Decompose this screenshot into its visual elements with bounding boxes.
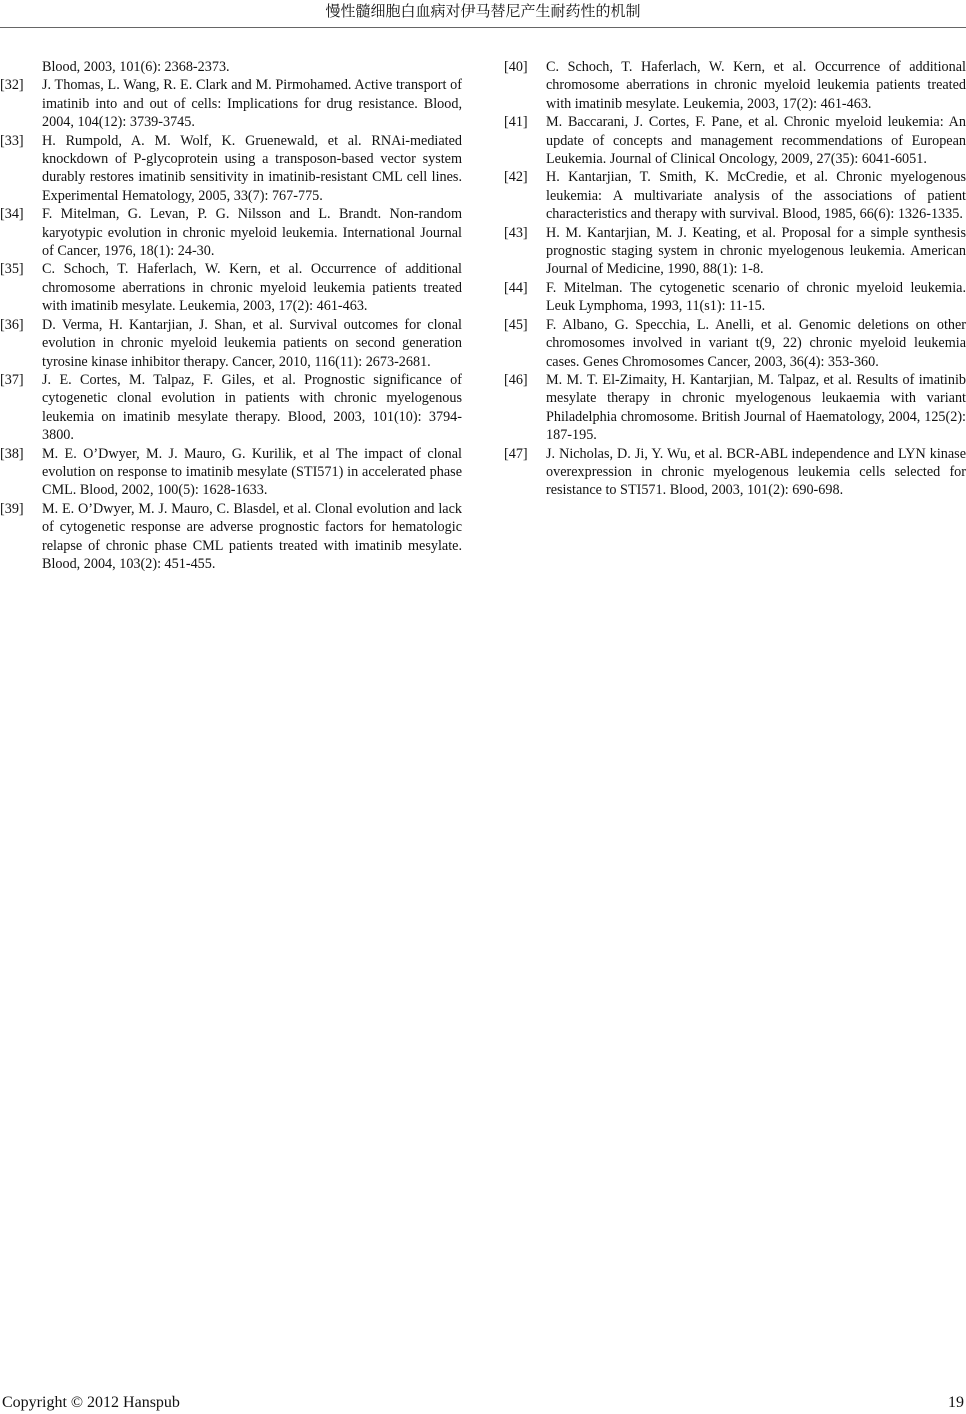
reference-continuation: Blood, 2003, 101(6): 2368-2373. <box>42 59 230 75</box>
reference-text: M. M. T. El-Zimaity, H. Kantarjian, M. Talpaz, et al. Results of imatinib mesylate therapy in chronic myelogenous leukaemia with variant Philadelphia chromosome. British Journal of Haematology, 2004, 125(2): 187-195. <box>546 371 966 444</box>
reference-item <box>504 58 966 113</box>
reference-number: [41] <box>504 114 528 131</box>
reference-number: [40] <box>504 59 528 75</box>
reference-number: [47] <box>504 445 528 462</box>
left-column <box>0 58 462 573</box>
right-column <box>504 58 966 500</box>
reference-text: H. Kantarjian, T. Smith, K. McCredie, et al. Chronic myelogenous leukemia: A multivariate analysis of the associations of patient characteristics and therapy with survival. Blood, 1985, 66(6): 1326-1335. <box>546 169 966 223</box>
reference-text: J. E. Cortes, M. Talpaz, F. Giles, et al. Prognostic significance of cytogenetic clonal evolution in patients with chronic myelogenous leukemia on imatinib mesylate therapy. Blood, 2003, 101(10): 3794-3800. <box>42 371 462 444</box>
reference-number: [37] <box>0 371 24 388</box>
reference-number: [39] <box>0 500 24 517</box>
reference-text: F. Albano, G. Specchia, L. Anelli, et al. Genomic deletions on other chromosomes involved in variant t(9, 22) chronic myeloid leukemia cases. Genes Chromosomes Cancer, 2003, 36(4): 353-360. <box>546 316 966 370</box>
running-header: 慢性髓细胞白血病对伊马替尼产生耐药性的机制 <box>325 4 641 20</box>
reference-item <box>504 224 966 279</box>
reference-item <box>0 445 462 500</box>
reference-item <box>504 316 966 371</box>
reference-number: [36] <box>0 316 24 333</box>
reference-number: [42] <box>504 169 528 186</box>
reference-text: H. Rumpold, A. M. Wolf, K. Gruenewald, et al. RNAi-mediated knockdown of P-glycoprotein using a transposon-based vector system durably restores imatinib sensitivity in imatinib-resistant CML cell lines. Experimental Hematology, 2005, 33(7): 767-775. <box>42 132 462 204</box>
reference-item <box>504 371 966 445</box>
reference-text: C. Schoch, T. Haferlach, W. Kern, et al. Occurrence of additional chromosome aberrations in chronic myeloid leukemia patients treated with imatinib mesylate. Leukemia, 2003, 17(2): 461-463. <box>42 261 462 315</box>
reference-item <box>504 279 966 316</box>
copyright-notice: Copyright © 2012 Hanspub <box>2 1394 180 1411</box>
reference-text: M. Baccarani, J. Cortes, F. Pane, et al. Chronic myeloid leukemia: An update of concepts and management recommendations of European Leukemia. Journal of Clinical Oncology, 2009, 27(35): 6041-6051. <box>546 114 966 168</box>
reference-text: F. Mitelman. The cytogenetic scenario of chronic myeloid leukemia. Leuk Lymphoma, 1993, 11(s1): 11-15. <box>546 279 966 315</box>
header-divider <box>0 27 966 28</box>
reference-text: J. Nicholas, D. Ji, Y. Wu, et al. BCR-ABL independence and LYN kinase overexpression in chronic myelogenous leukemia cells selected for resistance to STI571. Blood, 2003, 101(2): 690-698. <box>546 445 966 499</box>
reference-item <box>504 113 966 168</box>
reference-number: [32] <box>0 77 24 94</box>
page-number: 19 <box>948 1394 964 1411</box>
reference-item <box>0 76 462 131</box>
reference-item <box>0 260 462 315</box>
reference-text: F. Mitelman, G. Levan, P. G. Nilsson and L. Brandt. Non-random karyotypic evolution in chronic myeloid leukemia. International Journal of Cancer, 1976, 18(1): 24-30. <box>42 206 462 260</box>
reference-number: [34] <box>0 206 24 223</box>
reference-number: [43] <box>504 224 528 241</box>
reference-number: [38] <box>0 445 24 462</box>
reference-text: M. E. O’Dwyer, M. J. Mauro, G. Kurilik, et al The impact of clonal evolution on response to imatinib mesylate (STI571) in accelerated phase CML. Blood, 2002, 100(5): 1628-1633. <box>42 445 462 499</box>
reference-item <box>504 445 966 500</box>
reference-number: [45] <box>504 316 528 333</box>
reference-number: [33] <box>0 132 24 149</box>
reference-item <box>504 168 966 223</box>
reference-item <box>0 500 462 574</box>
reference-item <box>0 371 462 445</box>
reference-text: J. Thomas, L. Wang, R. E. Clark and M. Pirmohamed. Active transport of imatinib into and out of cells: Implications for drug resistance. Blood, 2004, 104(12): 3739-3745. <box>42 77 462 131</box>
reference-item <box>0 132 462 206</box>
reference-text: D. Verma, H. Kantarjian, J. Shan, et al. Survival outcomes for clonal evolution in chronic myeloid leukemia patients on second generation tyrosine kinase inhibitor therapy. Cancer, 2010, 116(11): 2673-2681. <box>42 316 462 370</box>
reference-number: [44] <box>504 279 528 296</box>
reference-item <box>0 205 462 260</box>
reference-text: M. E. O’Dwyer, M. J. Mauro, C. Blasdel, et al. Clonal evolution and lack of cytogenetic response are adverse prognostic factors for hematologic relapse of chronic phase CML patients treated with imatinib mesylate. Blood, 2004, 103(2): 451-455. <box>42 500 462 572</box>
reference-item <box>0 316 462 371</box>
reference-text: H. M. Kantarjian, M. J. Keating, et al. Proposal for a simple synthesis prognostic staging system in chronic myelogenous leukemia. American Journal of Medicine, 1990, 88(1): 1-8. <box>546 224 966 278</box>
reference-number: [35] <box>0 261 24 278</box>
reference-number: [46] <box>504 371 528 388</box>
reference-text: C. Schoch, T. Haferlach, W. Kern, et al. Occurrence of additional chromosome aberrations in chronic myeloid leukemia patients treated with imatinib mesylate. Leukemia, 2003, 17(2): 461-463. <box>546 59 966 112</box>
